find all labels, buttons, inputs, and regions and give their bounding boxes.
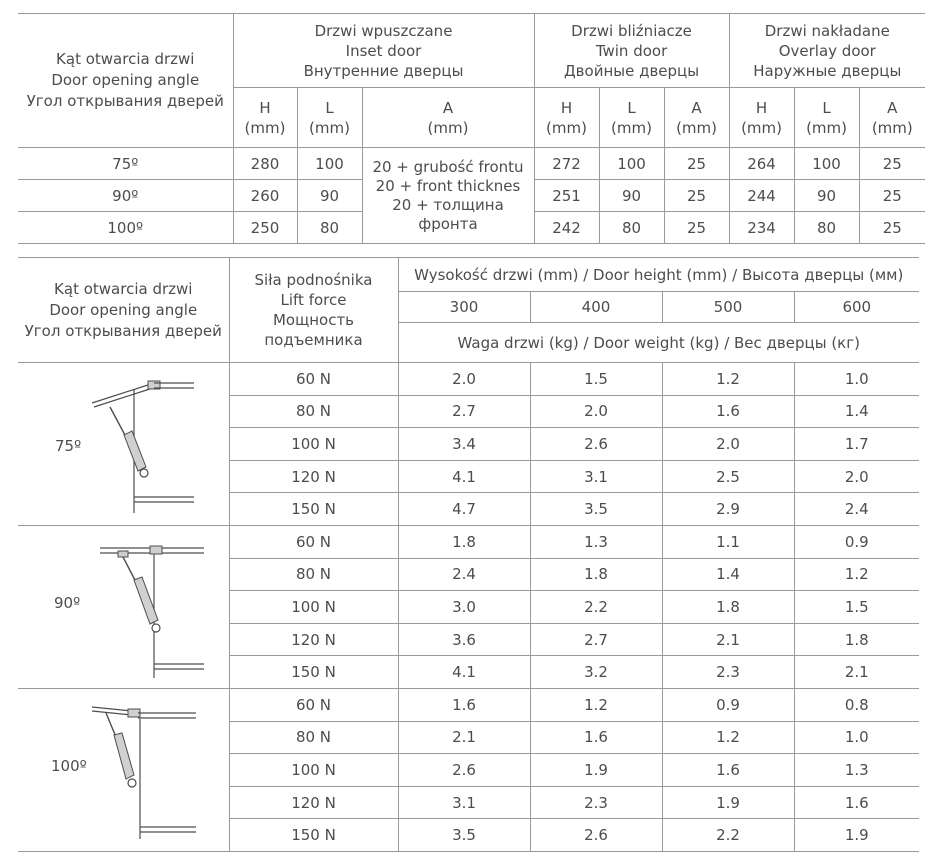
t1-cell: 280 [233,148,297,180]
t1-group-overlay [729,14,925,88]
t1-cell: 25 [859,148,925,180]
t1-cell: 80 [794,212,859,244]
lift-mechanism-100-diagram [88,701,198,841]
t2-force: 150 N [229,656,398,689]
t2-weight: 1.2 [794,558,919,591]
t2-weight: 1.8 [662,591,794,624]
t1-angle: 100º [18,212,233,244]
t1-unit-over-a [859,88,925,148]
t1-cell: 251 [534,180,599,212]
t2-weight: 2.7 [530,623,662,656]
unit-mm: (mm) [611,118,652,137]
t1-cell: 260 [233,180,297,212]
t2-weight: 2.4 [794,493,919,526]
t1-cell: 100 [794,148,859,180]
t2-force-pl: Siła podnośnika [254,271,373,289]
t2-weight: 3.1 [398,786,530,819]
t1-overlay-ru: Наружные дверцы [753,61,902,80]
t1-cell: 25 [664,212,729,244]
t1-cell: 25 [664,148,729,180]
t2-weight: 0.9 [662,688,794,721]
t1-cell: 100 [297,148,362,180]
t1-unit-twin-l [599,88,664,148]
t2-weight: 1.8 [530,558,662,591]
t2-force-en: Lift force [280,291,347,309]
t2-force: 60 N [229,688,398,721]
t2-weight: 2.6 [530,428,662,461]
t2-row [18,688,919,721]
t1-inset-a-pl: 20 + grubość frontu [372,157,524,176]
t2-weight: 1.0 [794,363,919,396]
lift-mechanism-90-diagram [96,540,206,680]
t1-twin-pl: Drzwi bliźniacze [571,21,692,40]
t2-weight: 2.3 [662,656,794,689]
t2-weight: 4.1 [398,656,530,689]
t1-inset-a-en: 20 + front thicknes [375,176,521,195]
t2-weight: 1.6 [530,721,662,754]
t1-cell: 100 [599,148,664,180]
unit-symbol: L [627,98,636,117]
unit-symbol: H [259,98,271,117]
t2-weight: 2.6 [398,754,530,787]
t2-weight: 3.5 [398,819,530,852]
t1-cell: 250 [233,212,297,244]
unit-symbol: A [442,98,454,117]
t2-force-ru-1: Мощность [272,311,355,329]
t2-height-600: 600 [794,292,919,323]
unit-symbol: L [325,98,334,117]
t2-force: 100 N [229,428,398,461]
t1-cell: 242 [534,212,599,244]
t2-weight-header: Waga drzwi (kg) / Door weight (kg) / Вес дверцы (кг) [398,323,919,363]
t2-corner-en: Door opening angle [49,300,198,319]
t2-weight: 2.4 [398,558,530,591]
t2-angle-block-100 [18,688,229,851]
t2-force: 80 N [229,558,398,591]
t1-inset-a-merged [362,148,534,244]
t1-angle: 75º [18,148,233,180]
t2-force-ru-2: подъемника [264,331,363,349]
unit-symbol: H [755,98,768,117]
t1-unit-inset-a [362,88,534,148]
t2-force: 150 N [229,819,398,852]
t2-weight: 1.8 [398,525,530,558]
t1-cell: 244 [729,180,794,212]
t2-weight: 2.5 [662,460,794,493]
t2-weight: 2.1 [662,623,794,656]
t1-cell: 25 [859,180,925,212]
t1-cell: 264 [729,148,794,180]
lift-force-table [18,257,919,852]
t1-inset-en: Inset door [345,41,422,60]
t2-weight: 1.9 [794,819,919,852]
t2-weight: 2.3 [530,786,662,819]
t2-weight: 4.7 [398,493,530,526]
t2-weight: 1.8 [794,623,919,656]
t1-unit-inset-h [233,88,297,148]
t2-weight: 2.2 [530,591,662,624]
t2-weight: 2.1 [398,721,530,754]
t1-inset-a-ru: 20 + толщина фронта [392,195,504,233]
t2-weight: 3.5 [530,493,662,526]
t1-cell: 80 [599,212,664,244]
lift-mechanism-75-diagram [86,375,196,515]
t2-angle-block-90 [18,525,229,688]
t2-weight: 3.1 [530,460,662,493]
t1-row-75 [18,148,925,180]
t2-weight: 1.3 [794,754,919,787]
t2-angle-block-75 [18,363,229,526]
t1-unit-over-h [729,88,794,148]
t2-weight: 1.1 [662,525,794,558]
t2-height-header: Wysokość drzwi (mm) / Door height (mm) / Высота дверцы (мм) [398,258,919,292]
t2-weight: 4.1 [398,460,530,493]
t2-weight: 1.6 [662,395,794,428]
t2-weight: 1.6 [662,754,794,787]
t2-weight: 0.9 [794,525,919,558]
t2-weight: 2.9 [662,493,794,526]
t2-weight: 1.3 [530,525,662,558]
t1-inset-pl: Drzwi wpuszczane [314,21,453,40]
t1-angle: 90º [18,180,233,212]
t1-group-inset [233,14,534,88]
dimensions-table [18,13,925,244]
t1-cell: 25 [859,212,925,244]
t1-cell: 90 [297,180,362,212]
t2-weight: 3.6 [398,623,530,656]
t2-weight: 1.9 [530,754,662,787]
t2-angle-label-90: 90º [54,593,81,612]
t2-weight: 1.5 [530,363,662,396]
t1-unit-twin-a [664,88,729,148]
t2-weight: 1.7 [794,428,919,461]
t1-unit-over-l [794,88,859,148]
t2-angle-label-75: 75º [55,437,82,455]
t1-corner-pl: Kąt otwarcia drzwi [56,50,195,68]
t1-inset-ru: Внутренние дверцы [303,61,464,80]
t2-weight: 1.2 [530,688,662,721]
unit-symbol: H [560,98,573,117]
t2-weight: 1.5 [794,591,919,624]
t2-force: 120 N [229,786,398,819]
t2-force: 150 N [229,493,398,526]
t2-row [18,363,919,396]
t2-force-header [229,258,398,363]
unit-symbol: L [822,98,831,117]
t2-height-400: 400 [530,292,662,323]
t1-twin-ru: Двойные дверцы [563,61,700,80]
t2-force: 80 N [229,395,398,428]
t2-weight: 1.6 [794,786,919,819]
t2-weight: 2.7 [398,395,530,428]
t2-corner-pl: Kąt otwarcia drzwi [54,279,193,298]
t2-weight: 1.0 [794,721,919,754]
t2-weight: 2.0 [794,460,919,493]
t2-weight: 1.2 [662,363,794,396]
t2-weight: 2.0 [662,428,794,461]
t2-weight: 1.6 [398,688,530,721]
t2-force: 120 N [229,460,398,493]
unit-mm: (mm) [546,118,587,137]
t1-cell: 234 [729,212,794,244]
t1-cell: 80 [297,212,362,244]
t2-force: 80 N [229,721,398,754]
t2-weight: 1.2 [662,721,794,754]
t2-force: 100 N [229,591,398,624]
t2-corner-header [18,258,229,363]
unit-mm: (mm) [806,118,848,137]
t1-corner-ru: Угол открывания дверей [26,92,224,110]
t1-cell: 272 [534,148,599,180]
t1-unit-inset-l [297,88,362,148]
t2-height-300: 300 [398,292,530,323]
t2-force: 60 N [229,363,398,396]
t1-corner-en: Door opening angle [51,71,200,89]
t2-weight: 2.2 [662,819,794,852]
unit-mm: (mm) [741,118,783,137]
t2-angle-label-100: 100º [51,756,87,775]
t2-weight: 1.4 [662,558,794,591]
t1-overlay-pl: Drzwi nakładane [764,21,890,40]
t2-corner-ru: Угол открывания дверей [24,321,222,340]
t1-cell: 25 [664,180,729,212]
t2-weight: 0.8 [794,688,919,721]
t1-cell: 90 [794,180,859,212]
t2-force: 100 N [229,754,398,787]
t1-unit-twin-h [534,88,599,148]
t2-weight: 1.4 [794,395,919,428]
unit-mm: (mm) [676,118,717,137]
t2-weight: 2.6 [530,819,662,852]
unit-mm: (mm) [244,118,286,137]
t2-row [18,525,919,558]
unit-mm: (mm) [427,118,469,137]
t2-weight: 1.9 [662,786,794,819]
t1-overlay-en: Overlay door [778,41,876,60]
t1-corner-header [18,14,233,148]
t2-weight: 3.2 [530,656,662,689]
t2-weight: 2.0 [530,395,662,428]
t1-cell: 90 [599,180,664,212]
t2-height-500: 500 [662,292,794,323]
t2-weight: 3.4 [398,428,530,461]
t1-group-twin [534,14,729,88]
t1-twin-en: Twin door [595,41,668,60]
t2-weight: 3.0 [398,591,530,624]
t2-force: 60 N [229,525,398,558]
t2-weight: 2.1 [794,656,919,689]
unit-mm: (mm) [309,118,350,137]
unit-symbol: A [887,98,898,117]
t2-weight: 2.0 [398,363,530,396]
unit-mm: (mm) [871,118,913,137]
t2-force: 120 N [229,623,398,656]
unit-symbol: A [691,98,702,117]
